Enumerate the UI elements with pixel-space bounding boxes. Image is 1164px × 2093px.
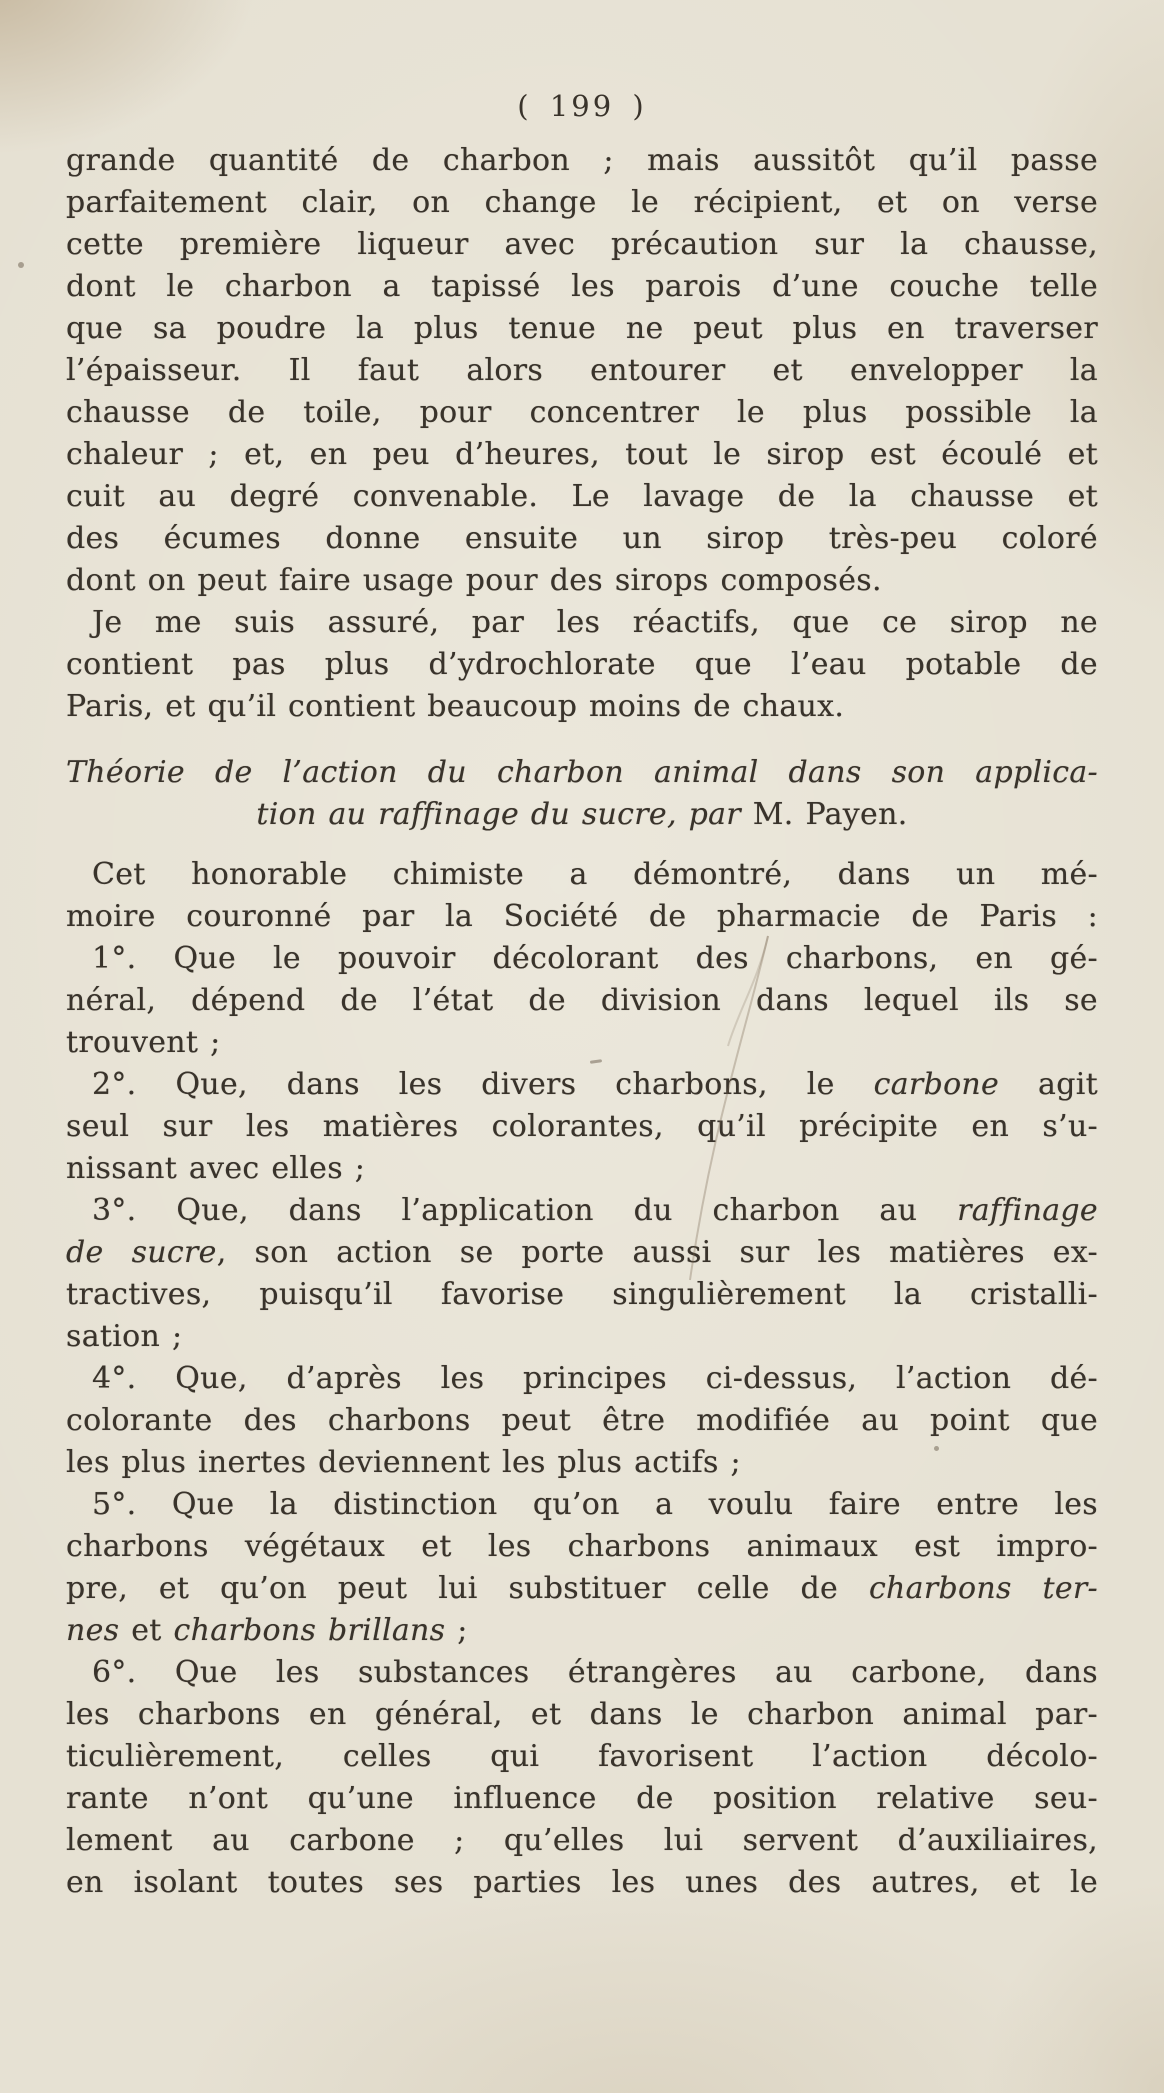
- text-line: [66, 794, 1098, 836]
- text-segment: charbons végétaux et les charbons animaux est impro-: [66, 1529, 1098, 1564]
- text-line: [66, 1568, 1098, 1610]
- text-segment: carbone: [873, 1067, 1000, 1102]
- text-segment: parfaitement clair, on change le récipient, et on verse: [66, 185, 1098, 220]
- text-segment: M. Payen.: [752, 797, 908, 832]
- text-segment: cuit au degré convenable. Le lavage de la chausse et: [66, 479, 1098, 514]
- text-line: [66, 1316, 1098, 1358]
- text-line: [66, 182, 1098, 224]
- numbered-item: [66, 1064, 1098, 1190]
- text-segment: sation ;: [66, 1319, 183, 1354]
- text-segment: raffinage: [957, 1193, 1098, 1228]
- text-line: [66, 392, 1098, 434]
- text-line: [66, 980, 1098, 1022]
- paragraph: [66, 602, 1098, 728]
- text-segment: néral, dépend de l’état de division dans lequel ils se: [66, 983, 1098, 1018]
- paragraph: [66, 140, 1098, 602]
- text-segment: 6°. Que les substances étrangères au carbone, dans: [92, 1655, 1098, 1690]
- text-segment: cette première liqueur avec précaution sur la chausse,: [66, 227, 1098, 262]
- text-segment: des écumes donne ensuite un sirop très-peu coloré: [66, 521, 1098, 556]
- text-line: [66, 1190, 1098, 1232]
- text-segment: 4°. Que, d’après les principes ci-dessus, l’action dé-: [92, 1361, 1098, 1396]
- text-segment: Je me suis assuré, par les réactifs, que ce sirop ne: [92, 605, 1098, 640]
- text-segment: chaleur ; et, en peu d’heures, tout le sirop est écoulé et: [66, 437, 1098, 472]
- text-line: [66, 1736, 1098, 1778]
- text-line: [66, 686, 1098, 728]
- text-line: [66, 1358, 1098, 1400]
- text-line: [66, 434, 1098, 476]
- text-segment: grande quantité de charbon ; mais aussitôt qu’il passe: [66, 143, 1098, 178]
- text-line: [66, 1820, 1098, 1862]
- text-line: [66, 224, 1098, 266]
- text-line: [66, 140, 1098, 182]
- text-segment: pre, et qu’on peut lui substituer celle de: [66, 1571, 869, 1606]
- text-segment: lement au carbone ; qu’elles lui servent d’auxiliaires,: [66, 1823, 1098, 1858]
- text-segment: et: [119, 1613, 174, 1648]
- text-segment: agit: [999, 1067, 1098, 1102]
- text-line: [66, 1274, 1098, 1316]
- text-segment: nes: [66, 1613, 120, 1648]
- text-segment: trouvent ;: [66, 1025, 221, 1060]
- text-segment: de sucre: [66, 1235, 217, 1270]
- text-segment: 5°. Que la distinction qu’on a voulu faire entre les: [92, 1487, 1098, 1522]
- paragraph: [66, 854, 1098, 938]
- text-segment: seul sur les matières colorantes, qu’il précipite en s’u-: [66, 1109, 1098, 1144]
- text-line: [66, 1652, 1098, 1694]
- text-line: [66, 1022, 1098, 1064]
- paper-speck: [18, 262, 24, 268]
- text-line: [66, 896, 1098, 938]
- text-segment: moire couronné par la Société de pharmacie de Paris :: [66, 899, 1098, 934]
- numbered-item: [66, 938, 1098, 1064]
- text-line: [66, 1862, 1098, 1904]
- text-line: [66, 518, 1098, 560]
- text-segment: tion au raffinage du sucre, par: [256, 797, 753, 832]
- text-line: [66, 1526, 1098, 1568]
- text-segment: charbons ter-: [868, 1571, 1098, 1606]
- text-line: [66, 854, 1098, 896]
- text-segment: contient pas plus d’ydrochlorate que l’eau potable de: [66, 647, 1098, 682]
- text-segment: colorante des charbons peut être modifiée au point que: [66, 1403, 1098, 1438]
- text-line: [66, 1064, 1098, 1106]
- text-line: [66, 1610, 1098, 1652]
- text-line: [66, 266, 1098, 308]
- text-line: [66, 308, 1098, 350]
- numbered-item: [66, 1652, 1098, 1904]
- page-number: ( 199 ): [517, 89, 647, 123]
- text-line: [66, 1400, 1098, 1442]
- text-segment: tractives, puisqu’il favorise singulièrement la cristalli-: [66, 1277, 1098, 1312]
- text-segment: 2°. Que, dans les divers charbons, le: [92, 1067, 874, 1102]
- text-line: [66, 1148, 1098, 1190]
- paper-speck: [934, 1446, 939, 1451]
- section-heading: [66, 752, 1098, 836]
- text-segment: ;: [445, 1613, 468, 1648]
- text-line: [66, 476, 1098, 518]
- text-segment: Cet honorable chimiste a démontré, dans un mé-: [92, 857, 1098, 892]
- text-segment: Théorie de l’action du charbon animal dans son applica-: [66, 755, 1098, 790]
- numbered-item: [66, 1358, 1098, 1484]
- text-line: [66, 1442, 1098, 1484]
- text-segment: que sa poudre la plus tenue ne peut plus en traverser: [66, 311, 1098, 346]
- text-segment: en isolant toutes ses parties les unes des autres, et le: [66, 1865, 1098, 1900]
- text-segment: rante n’ont qu’une influence de position relative seu-: [66, 1781, 1098, 1816]
- text-line: [66, 1778, 1098, 1820]
- text-line: [66, 1106, 1098, 1148]
- text-line: [66, 602, 1098, 644]
- text-line: [66, 644, 1098, 686]
- text-line: [66, 1694, 1098, 1736]
- text-line: [66, 938, 1098, 980]
- numbered-item: [66, 1190, 1098, 1358]
- numbered-item: [66, 1484, 1098, 1652]
- text-segment: charbons brillans: [173, 1613, 446, 1648]
- text-segment: Paris, et qu’il contient beaucoup moins de chaux.: [66, 689, 845, 724]
- text-segment: 1°. Que le pouvoir décolorant des charbons, en gé-: [92, 941, 1098, 976]
- text-line: [66, 1484, 1098, 1526]
- text-segment: les charbons en général, et dans le charbon animal par-: [66, 1697, 1098, 1732]
- text-segment: chausse de toile, pour concentrer le plus possible la: [66, 395, 1098, 430]
- text-segment: nissant avec elles ;: [66, 1151, 366, 1186]
- text-segment: dont on peut faire usage pour des sirops composés.: [66, 563, 882, 598]
- text-line: [66, 350, 1098, 392]
- text-line: [66, 560, 1098, 602]
- text-block: [66, 140, 1098, 1904]
- text-segment: ticulièrement, celles qui favorisent l’action décolo-: [66, 1739, 1098, 1774]
- text-segment: 3°. Que, dans l’application du charbon au: [92, 1193, 958, 1228]
- text-segment: l’épaisseur. Il faut alors entourer et envelopper la: [66, 353, 1098, 388]
- text-segment: les plus inertes deviennent les plus actifs ;: [66, 1445, 741, 1480]
- text-line: [66, 1232, 1098, 1274]
- text-line: [66, 752, 1098, 794]
- text-segment: , son action se porte aussi sur les matières ex-: [216, 1235, 1098, 1270]
- text-segment: dont le charbon a tapissé les parois d’une couche telle: [66, 269, 1098, 304]
